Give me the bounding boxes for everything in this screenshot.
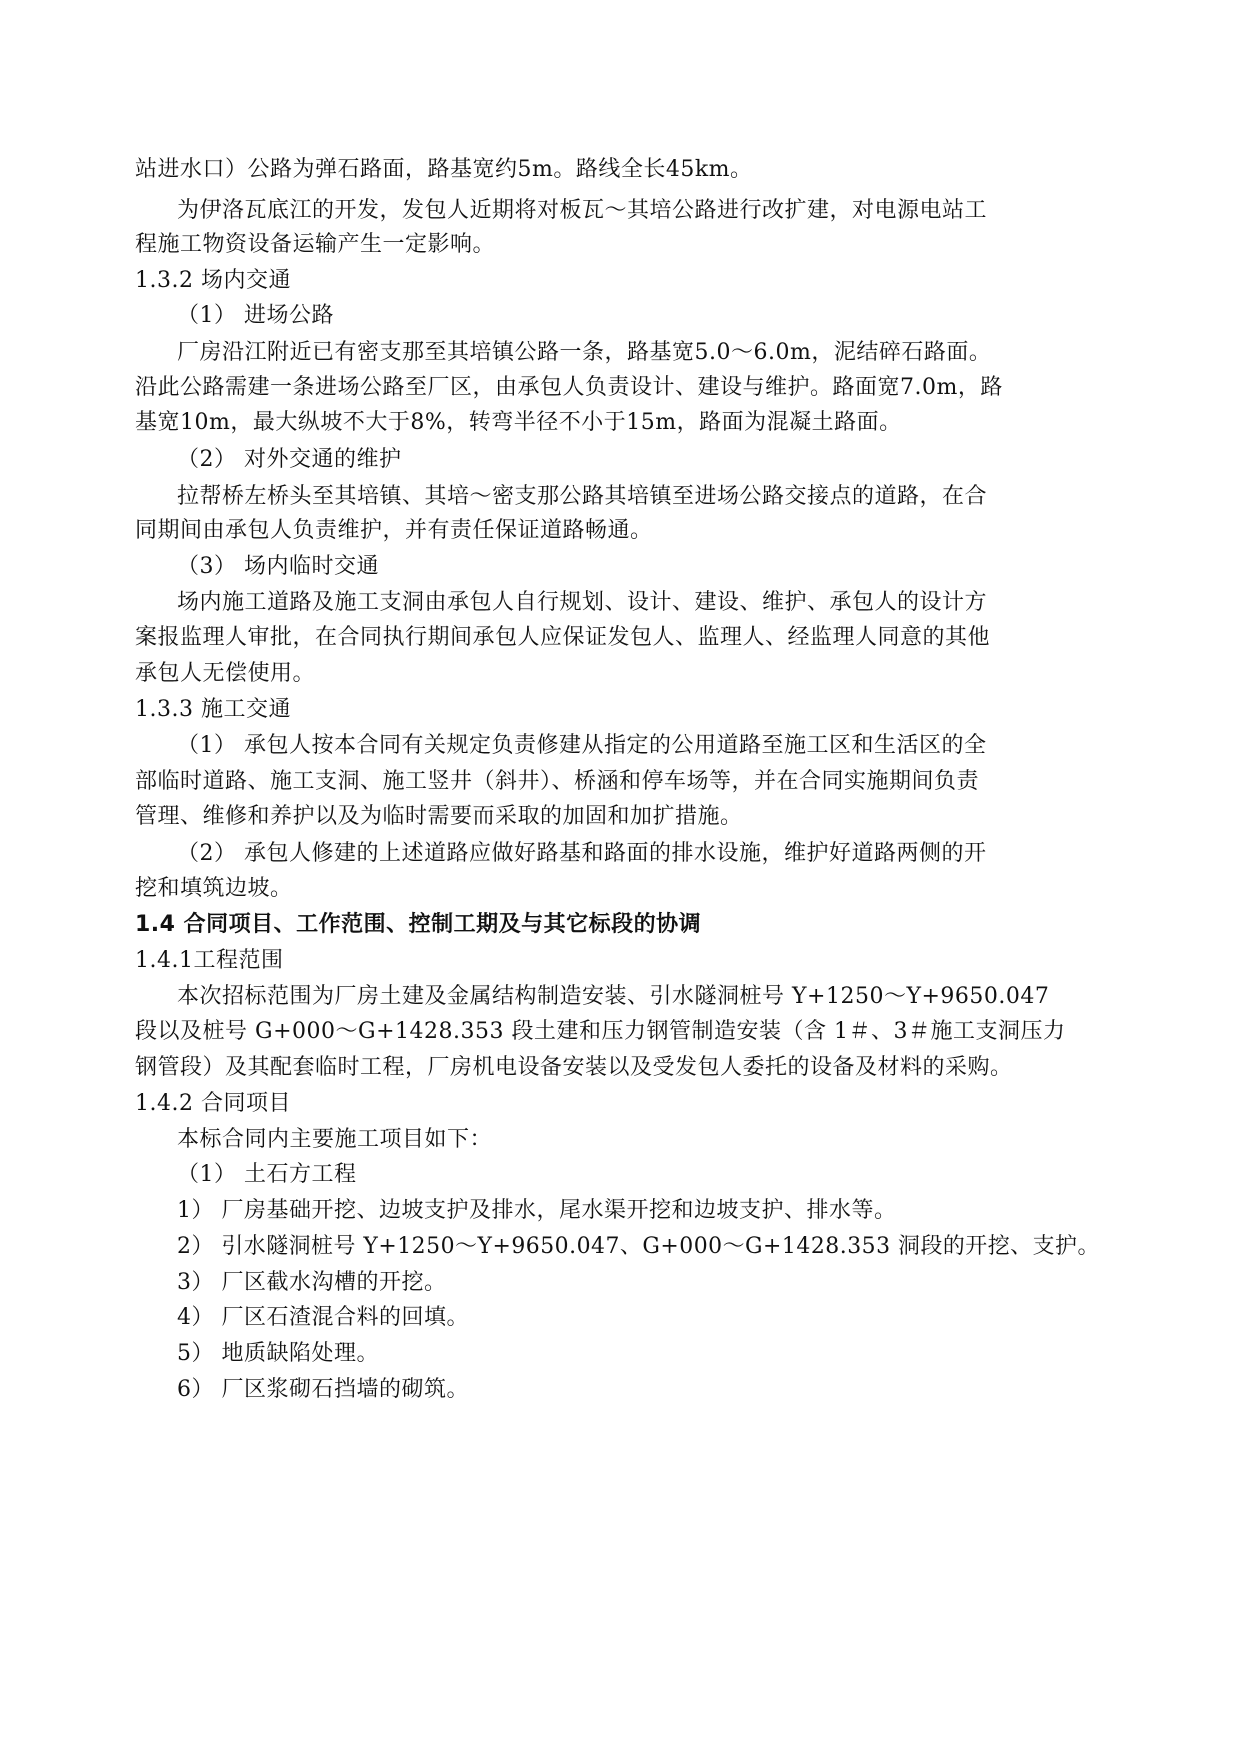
subsection-heading: （1） 进场公路 xyxy=(177,303,334,328)
chapter-heading: 1.4 合同项目、工作范围、控制工期及与其它标段的协调 xyxy=(135,912,702,937)
list-item: 4） 厂区石渣混合料的回填。 xyxy=(177,1305,469,1330)
text-line: 本次招标范围为厂房土建及金属结构制造安装、引水隧洞桩号 Y+1250～Y+9650.047 xyxy=(177,984,1050,1009)
text-line: 程施工物资设备运输产生一定影响。 xyxy=(135,232,496,257)
text-line: 站进水口）公路为弹石路面，路基宽约5m。路线全长45km。 xyxy=(135,157,753,182)
text-line: 挖和填筑边坡。 xyxy=(135,876,293,901)
text-line: 厂房沿江附近已有密支那至其培镇公路一条，路基宽5.0～6.0m，泥结碎石路面。 xyxy=(177,340,992,365)
text-line: （1） 承包人按本合同有关规定负责修建从指定的公用道路至施工区和生活区的全 xyxy=(177,733,987,758)
list-item: 1） 厂房基础开挖、边坡支护及排水，尾水渠开挖和边坡支护、排水等。 xyxy=(177,1198,897,1223)
text-line: 案报监理人审批，在合同执行期间承包人应保证发包人、监理人、经监理人同意的其他 xyxy=(135,625,991,650)
text-line: （2） 承包人修建的上述道路应做好路基和路面的排水设施，维护好道路两侧的开 xyxy=(177,841,987,866)
text-line: 基宽10m，最大纵坡不大于8%，转弯半径不小于15m，路面为混凝土路面。 xyxy=(135,410,902,435)
section-heading: 1.4.2 合同项目 xyxy=(135,1091,291,1116)
text-line: 钢管段）及其配套临时工程，厂房机电设备安装以及受发包人委托的设备及材料的采购。 xyxy=(135,1055,1013,1080)
text-line: 承包人无偿使用。 xyxy=(135,661,316,686)
text-line: 管理、维修和养护以及为临时需要而采取的加固和加扩措施。 xyxy=(135,804,743,829)
list-item: 5） 地质缺陷处理。 xyxy=(177,1341,379,1366)
text-line: 段以及桩号 G+000～G+1428.353 段土建和压力钢管制造安装（含 1＃、3＃施工支洞压力 xyxy=(135,1019,1066,1044)
subsection-heading: （3） 场内临时交通 xyxy=(177,554,379,579)
subsection-heading: （1） 土石方工程 xyxy=(177,1162,357,1187)
text-line: 沿此公路需建一条进场公路至厂区，由承包人负责设计、建设与维护。路面宽7.0m，路 xyxy=(135,375,1003,400)
section-heading: 1.3.3 施工交通 xyxy=(135,697,291,722)
list-item: 6） 厂区浆砌石挡墙的砌筑。 xyxy=(177,1377,469,1402)
section-heading: 1.3.2 场内交通 xyxy=(135,268,291,293)
text-line: 拉帮桥左桥头至其培镇、其培～密支那公路其培镇至进场公路交接点的道路，在合 xyxy=(177,484,988,509)
text-line: 本标合同内主要施工项目如下： xyxy=(177,1127,493,1152)
list-item: 2） 引水隧洞桩号 Y+1250～Y+9650.047、G+000～G+1428.353 洞段的开挖、支护。 xyxy=(177,1234,1100,1259)
subsection-heading: （2） 对外交通的维护 xyxy=(177,447,402,472)
text-line: 场内施工道路及施工支洞由承包人自行规划、设计、建设、维护、承包人的设计方 xyxy=(177,590,988,615)
text-line: 同期间由承包人负责维护，并有责任保证道路畅通。 xyxy=(135,518,653,543)
list-item: 3） 厂区截水沟槽的开挖。 xyxy=(177,1270,447,1295)
text-line: 为伊洛瓦底江的开发，发包人近期将对板瓦～其培公路进行改扩建，对电源电站工 xyxy=(177,198,988,223)
section-heading: 1.4.1工程范围 xyxy=(135,948,284,973)
text-line: 部临时道路、施工支洞、施工竖井（斜井）、桥涵和停车场等，并在合同实施期间负责 xyxy=(135,769,980,794)
